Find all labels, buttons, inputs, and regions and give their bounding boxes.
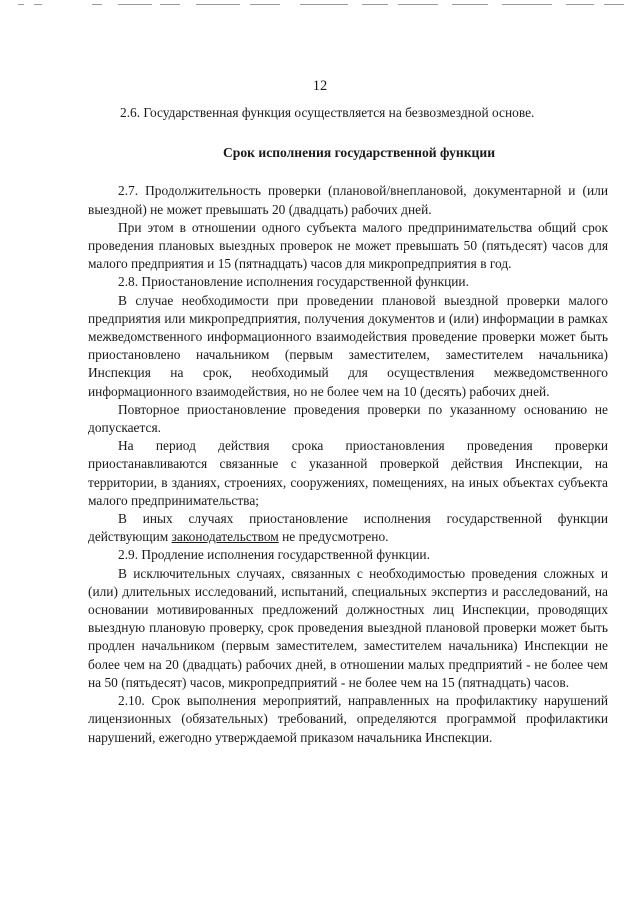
paragraph-2-8-other-cases [88, 510, 608, 546]
section-heading: Срок исполнения государственной функции [222, 145, 496, 161]
legislation-link[interactable]: законодательством [171, 529, 279, 545]
paragraph-2-8-suspension: В случае необходимости при проведении плановой выездной проверки малого предприятия или микропредприятия, получения документов и (или) информации в рамках межведомственного информационного взаимодействия проведение проверки может быть приостановлено начальником (первым заместителем, заместителем начальника) Инспекция на срок, необходимый для осуществления межведомственного информационного взаимодействия, но не более чем на 10 (десять) рабочих дней. [88, 292, 608, 399]
paragraph-2-9-extension: В исключительных случаях, связанных с необходимостью проведения сложных и (или) длительных исследований, испытаний, специальных экспертиз и расследований, на основании мотивированных предложений должностных лиц Инспекции, проводящих выездную плановую проверку, срок проведения выездной плановой проверки может быть продлен начальником (первым заместителем, заместителем начальника) Инспекции не более чем на 20 (двадцать) рабочих дней, в отношении малых предприятий - не более чем на 50 (пятьдесят) часов, микропредприятий - не более чем на 15 (пятнадцать) часов. [88, 565, 608, 690]
paragraph-2-10: 2.10. Срок выполнения мероприятий, направленных на профилактику нарушений лицензионных (обязательных) требований, определяются программой профилактики нарушений, ежегодно утверждаемой приказом начальника Инспекции. [88, 693, 608, 745]
paragraph-2-9: 2.9. Продление исполнения государственной функции. [118, 547, 430, 563]
paragraph-2-7-continued: При этом в отношении одного субъекта малого предпринимательства общий срок проведения плановых выездных проверок не может превышать 50 (пятьдесят) часов для малого предприятия и 15 (пятнадцать) часов для микропредприятия в год. [88, 219, 608, 272]
paragraph-2-8-other-cases-start: В иных случаях приостановление исполнения государственной функции действующим [88, 511, 608, 545]
paragraph-2-8: 2.8. Приостановление исполнения государственной функции. [118, 274, 469, 290]
paragraph-2-8-repeat: Повторное приостановление проведения проверки по указанному основанию не допускается. [88, 401, 608, 436]
paragraph-2-7: 2.7. Продолжительность проверки (плановой/внеплановой, документарной и (или выездной) не может превышать 20 (двадцать) рабочих дней. [88, 183, 608, 217]
document-body [88, 104, 608, 747]
paragraph-2-8-period: На период действия срока приостановления проведения проверки приостанавливаются связанные с указанной проверкой действия Инспекции, на территории, в зданиях, строениях, сооружениях, помещениях, на иных объектах субъекта малого предпринимательства; [88, 438, 608, 508]
scan-edge-artifacts [0, 0, 640, 12]
page-number: 12 [312, 78, 328, 94]
paragraph-2-8-other-cases-end: не предусмотрено. [278, 529, 389, 545]
paragraph-2-6: 2.6. Государственная функция осуществляется на безвозмездной основе. [120, 105, 535, 120]
